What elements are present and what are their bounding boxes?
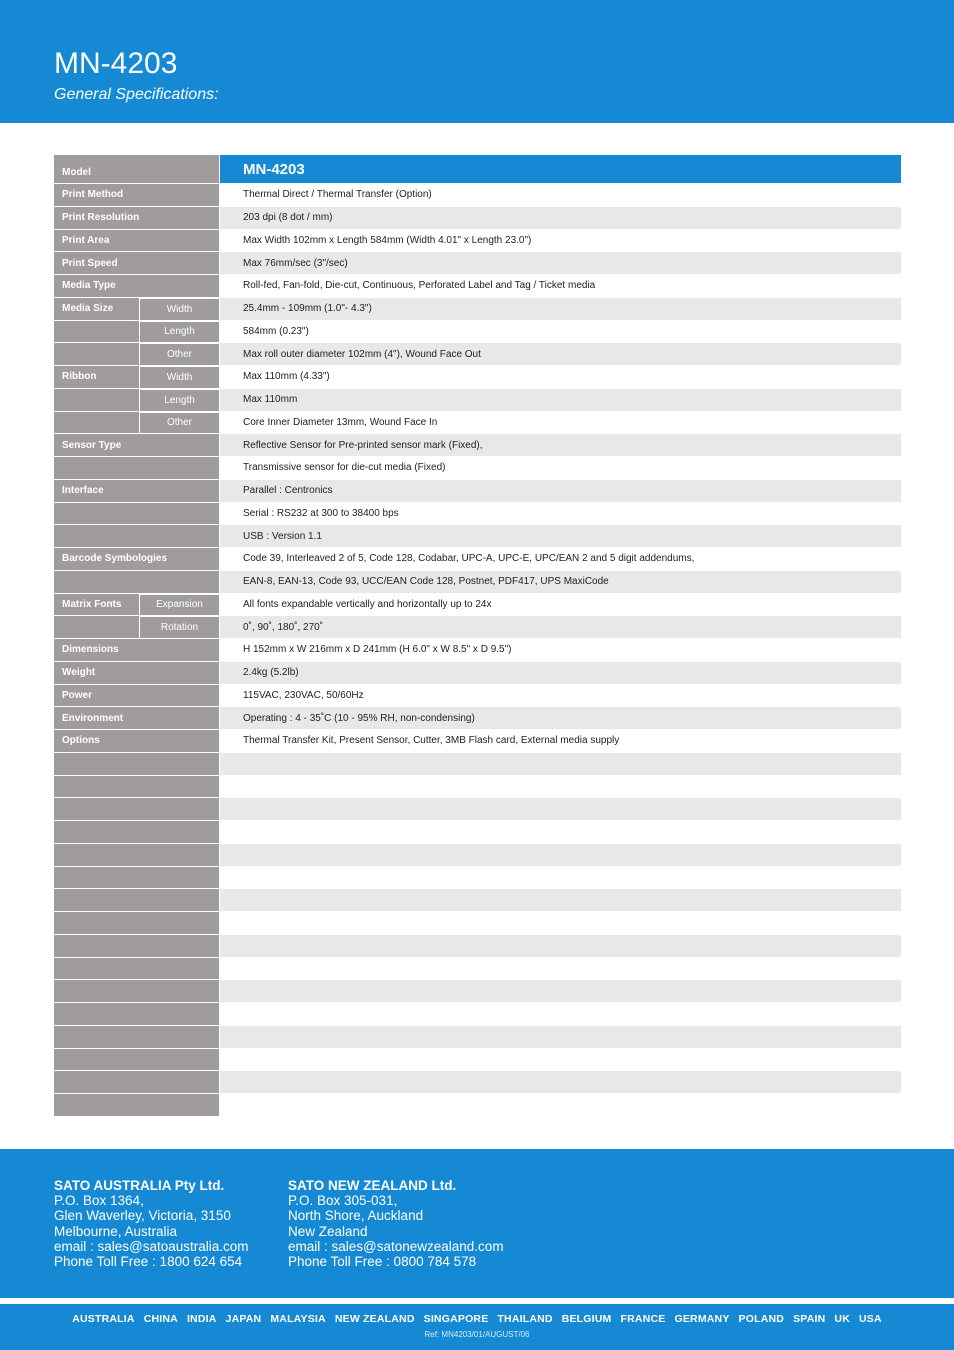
empty-label [54,867,220,889]
spec-label: Print Method [54,184,220,206]
empty-value [220,753,901,775]
spec-row [54,685,901,708]
spec-row [54,366,901,389]
spec-row [54,343,901,366]
spec-label: Media Type [54,275,220,297]
country-name: POLAND [738,1313,785,1325]
empty-label [54,753,220,775]
empty-label [54,889,220,911]
spec-label: Print Area [54,230,220,252]
empty-row [54,889,901,912]
spec-row [54,594,901,617]
spec-value: Thermal Transfer Kit, Present Sensor, Cutter, 3MB Flash card, External media supply [220,730,901,752]
spec-label [54,412,220,434]
spec-value: Max 110mm (4.33") [220,366,901,388]
empty-value [220,912,901,934]
page-subtitle: General Specifications: [54,86,219,103]
empty-row [54,844,901,867]
empty-row [54,753,901,776]
country-name: THAILAND [497,1313,553,1325]
empty-label [54,1003,220,1025]
spec-row [54,548,901,571]
spec-label: Print Resolution [54,207,220,229]
spec-row [54,503,901,526]
empty-value [220,935,901,957]
country-name: CHINA [143,1313,178,1325]
spec-label [54,321,220,343]
spec-value: Roll-fed, Fan-fold, Die-cut, Continuous, Perforated Label and Tag / Ticket media [220,275,901,297]
spec-label: Interface [54,480,220,502]
spec-row [54,207,901,230]
empty-value [220,1003,901,1025]
spec-row [54,662,901,685]
spec-value: Reflective Sensor for Pre-printed sensor mark (Fixed), [220,434,901,456]
spec-label-main: Matrix Fonts [54,594,140,616]
empty-row [54,1026,901,1049]
spec-label [54,343,220,365]
spec-value: Max 76mm/sec (3"/sec) [220,252,901,274]
empty-value [220,844,901,866]
empty-label [54,776,220,798]
country-name: USA [858,1313,882,1325]
spec-label [54,525,220,547]
spec-label: Dimensions [54,639,220,661]
country-name: MALAYSIA [270,1313,326,1325]
spec-label-main: Ribbon [54,366,140,388]
spec-label: Sensor Type [54,434,220,456]
spec-label-main: Media Size [54,298,140,320]
spec-value: Core Inner Diameter 13mm, Wound Face In [220,412,901,434]
spec-value: Operating : 4 - 35˚C (10 - 95% RH, non-condensing) [220,707,901,729]
spec-label: Print Speed [54,252,220,274]
country-name: BELGIUM [561,1313,612,1325]
empty-value [220,821,901,843]
empty-label [54,821,220,843]
empty-row [54,821,901,844]
spec-value: 2.4kg (5.2lb) [220,662,901,684]
spec-value: Max roll outer diameter 102mm (4"), Wound Face Out [220,343,901,365]
spec-value: 203 dpi (8 dot / mm) [220,207,901,229]
country-name: SINGAPORE [423,1313,489,1325]
empty-label [54,1094,220,1116]
empty-row [54,867,901,890]
empty-label [54,980,220,1002]
model-label: Model [54,155,220,183]
spec-row [54,434,901,457]
empty-value [220,958,901,980]
empty-value [220,980,901,1002]
email-line: email : sales@satonewzealand.com [288,1238,504,1254]
spec-value: USB : Version 1.1 [220,525,901,547]
spec-label [54,594,220,616]
spec-sublabel: Width [140,298,219,320]
phone-line: Phone Toll Free : 1800 624 654 [54,1254,243,1270]
spec-label [54,616,220,638]
spec-sublabel: Other [140,412,219,434]
spec-row [54,321,901,344]
spec-label-main [54,389,140,411]
spec-label: Environment [54,707,220,729]
empty-label [54,1049,220,1071]
empty-label [54,844,220,866]
company-name: SATO NEW ZEALAND Ltd. [288,1178,457,1193]
spec-sublabel: Rotation [140,616,219,638]
spec-label-main [54,616,140,638]
spec-value: All fonts expandable vertically and horizontally up to 24x [220,594,901,616]
spec-label-main [54,343,140,365]
empty-label [54,1071,220,1093]
email-line: email : sales@satoaustralia.com [54,1238,249,1254]
spec-value: Serial : RS232 at 300 to 38400 bps [220,503,901,525]
empty-row [54,935,901,958]
empty-value [220,1049,901,1071]
spec-label-main [54,412,140,434]
spec-row [54,730,901,753]
company-name: SATO AUSTRALIA Pty Ltd. [54,1178,225,1193]
spec-value: Thermal Direct / Thermal Transfer (Option) [220,184,901,206]
spec-value: Max 110mm [220,389,901,411]
country-name: FRANCE [620,1313,666,1325]
empty-row [54,1049,901,1072]
spec-row [54,184,901,207]
spec-header-row [54,155,901,184]
empty-label [54,958,220,980]
empty-value [220,798,901,820]
spec-value: Parallel : Centronics [220,480,901,502]
spec-label [54,571,220,593]
address-new-zealand [288,1178,504,1269]
spec-label: Power [54,685,220,707]
spec-label: Options [54,730,220,752]
spec-value: 584mm (0.23") [220,321,901,343]
address-line: Glen Waverley, Victoria, 3150 [54,1208,231,1224]
address-line: Melbourne, Australia [54,1223,178,1239]
page-header [0,0,954,123]
country-bar [0,1304,954,1350]
spec-row [54,707,901,730]
empty-label [54,1026,220,1048]
empty-row [54,798,901,821]
spec-row [54,389,901,412]
address-line: P.O. Box 305-031, [288,1193,398,1209]
empty-row [54,912,901,935]
empty-label [54,798,220,820]
spec-value: Transmissive sensor for die-cut media (Fixed) [220,457,901,479]
spec-label [54,503,220,525]
spec-value: 115VAC, 230VAC, 50/60Hz [220,685,901,707]
empty-row [54,1094,901,1117]
spec-value: H 152mm x W 216mm x D 241mm (H 6.0" x W 8.5" x D 9.5") [220,639,901,661]
document-ref: Ref: MN4203/01/AUGUST/06 [424,1330,530,1339]
country-name: SPAIN [793,1313,826,1325]
spec-value: Max Width 102mm x Length 584mm (Width 4.01" x Length 23.0") [220,230,901,252]
phone-line: Phone Toll Free : 0800 784 578 [288,1254,477,1270]
empty-row [54,1003,901,1026]
empty-value [220,1026,901,1048]
spec-sublabel: Expansion [140,594,219,616]
spec-sublabel: Length [140,321,219,343]
spec-row [54,275,901,298]
page-title: MN-4203 [54,47,178,80]
empty-label [54,935,220,957]
spec-row [54,480,901,503]
country-name: UK [834,1313,850,1325]
spec-value: Code 39, Interleaved 2 of 5, Code 128, Codabar, UPC-A, UPC-E, UPC/EAN 2 and 5 digit addendums, [220,548,901,570]
spec-row [54,616,901,639]
country-name: INDIA [186,1313,217,1325]
empty-label [54,912,220,934]
spec-label [54,366,220,388]
spec-value: 0˚, 90˚, 180˚, 270˚ [220,616,901,638]
empty-value [220,776,901,798]
spec-label [54,298,220,320]
spec-row [54,252,901,275]
empty-value [220,1094,901,1116]
country-name: NEW ZEALAND [334,1313,415,1325]
spec-label [54,457,220,479]
spec-sublabel: Length [140,389,219,411]
spec-row [54,298,901,321]
model-value: MN-4203 [220,155,901,183]
address-line: P.O. Box 1364, [54,1193,144,1209]
empty-value [220,1071,901,1093]
empty-value [220,867,901,889]
spec-row [54,412,901,435]
empty-row [54,776,901,799]
country-name: JAPAN [225,1313,262,1325]
spec-label: Weight [54,662,220,684]
country-name: AUSTRALIA [72,1313,135,1325]
spec-label [54,389,220,411]
empty-row [54,980,901,1003]
country-name: GERMANY [674,1313,730,1325]
address-line: North Shore, Auckland [288,1208,424,1224]
spec-value: EAN-8, EAN-13, Code 93, UCC/EAN Code 128, Postnet, PDF417, UPS MaxiCode [220,571,901,593]
empty-row [54,958,901,981]
spec-value: 25.4mm - 109mm (1.0"- 4.3") [220,298,901,320]
spec-row [54,571,901,594]
address-australia [54,1178,249,1269]
footer-addresses [0,1149,954,1298]
empty-value [220,889,901,911]
country-list [0,1313,954,1325]
spec-row [54,230,901,253]
spec-label: Barcode Symbologies [54,548,220,570]
empty-row [54,1071,901,1094]
address-line: New Zealand [288,1223,368,1239]
spec-row [54,639,901,662]
spec-table [54,155,901,1117]
spec-row [54,525,901,548]
spec-row [54,457,901,480]
spec-sublabel: Other [140,343,219,365]
spec-sublabel: Width [140,366,219,388]
spec-label-main [54,321,140,343]
